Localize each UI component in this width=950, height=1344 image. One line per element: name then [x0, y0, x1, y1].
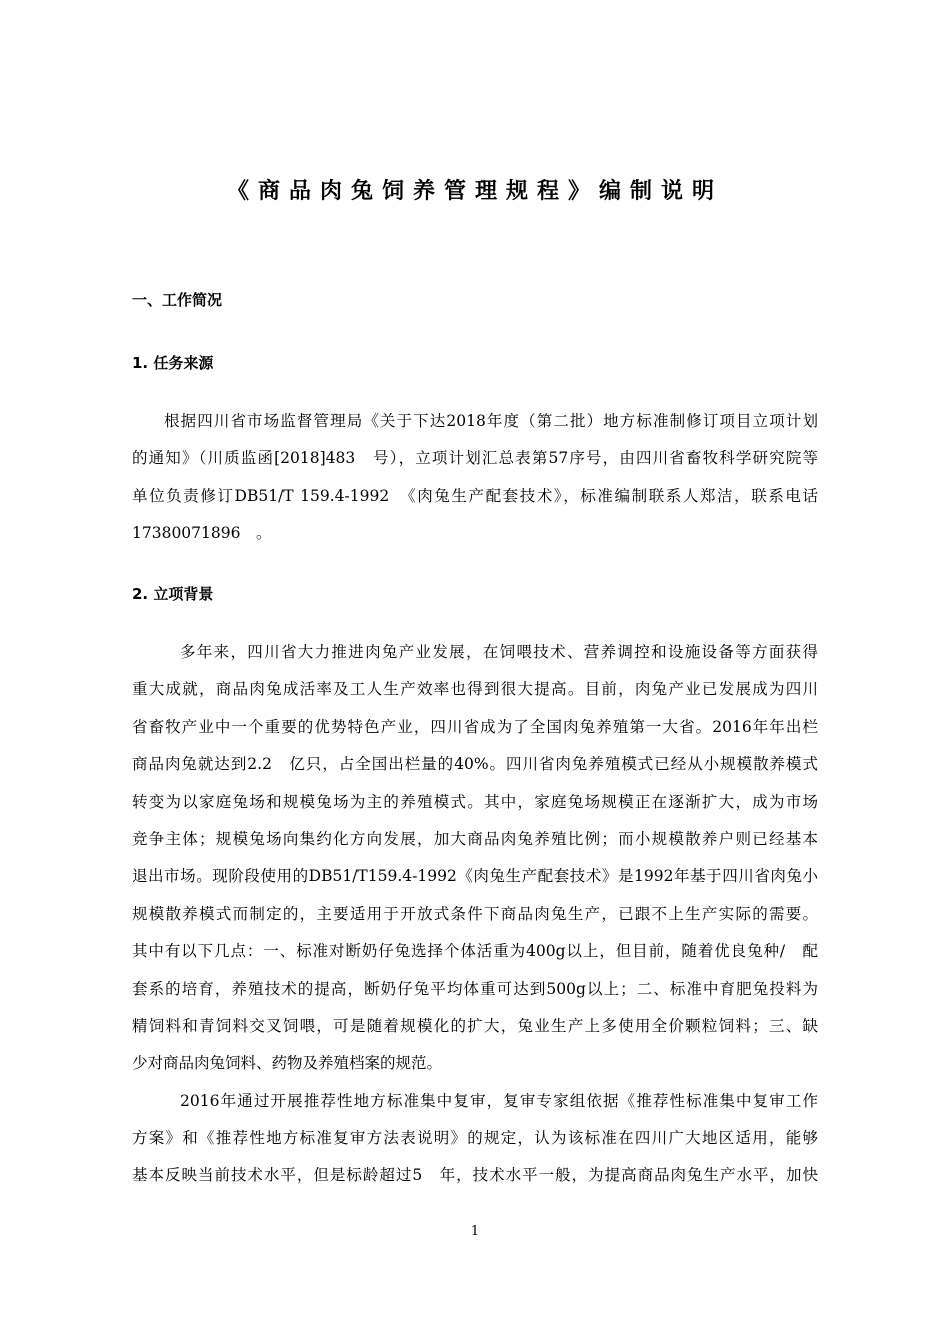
text-line: 省畜牧产业中一个重要的优势特色产业，四川省成为了全国肉兔养殖第一大省。2016年年出栏	[132, 717, 818, 736]
text-line: 多年来，四川省大力推进肉兔产业发展，在饲喂技术、营养调控和设施设备等方面获得	[180, 643, 818, 661]
text-line: 重大成就，商品肉兔成活率及工人生产效率也得到很大提高。目前，肉兔产业已发展成为四川	[132, 680, 818, 699]
text-line: 其中有以下几点：一、标准对断奶仔兔选择个体活重为400g以上，但目前，随着优良兔种/ 配	[132, 942, 818, 961]
paragraph-background-1	[132, 634, 818, 1195]
section-heading-overview: 一、工作简况	[132, 291, 223, 309]
text-line: 转变为以家庭兔场和规模兔场为主的养殖模式。其中，家庭兔场规模正在逐渐扩大，成为市场	[132, 792, 818, 811]
text-line: 根据四川省市场监督管理局《关于下达2018年度（第二批）地方标准制修订项目立项计划	[164, 412, 818, 430]
text-line: 方案》和《推荐性地方标准复审方法表说明》的规定，认为该标准在四川广大地区适用，能够	[132, 1129, 818, 1148]
subsection-heading-background: 2. 立项背景	[132, 585, 214, 603]
text-line: 套系的培育，养殖技术的提高，断奶仔兔平均体重可达到500g以上；二、标准中育肥兔投料为	[132, 979, 818, 998]
text-line: 退出市场。现阶段使用的DB51/T159.4-1992《肉兔生产配套技术》是1992年基于四川省肉兔小	[132, 867, 818, 886]
text-line: 单位负责修订DB51/T 159.4-1992 《肉兔生产配套技术》，标准编制联系人郑洁，联系电话	[132, 486, 818, 505]
document-title: 《商品肉兔饲养管理规程》编制说明	[226, 179, 723, 204]
text-line: 规模散养模式而制定的，主要适用于开放式条件下商品肉兔生产，已跟不上生产实际的需要。	[132, 904, 818, 923]
text-line: 基本反映当前技术水平，但是标龄超过5 年，技术水平一般，为提高商品肉兔生产水平，加快	[132, 1166, 818, 1185]
page-number: 1	[470, 1224, 480, 1239]
text-line: 精饲料和青饲料交叉饲喂，可是随着规模化的扩大，兔业生产上多使用全价颗粒饲料；三、缺	[132, 1016, 818, 1035]
text-line: 2016年通过开展推荐性地方标准集中复审，复审专家组依据《推荐性标准集中复审工作	[180, 1091, 818, 1110]
subsection-heading-task-source: 1. 任务来源	[132, 354, 214, 372]
text-line: 商品肉兔就达到2.2 亿只，占全国出栏量的40%。四川省肉兔养殖模式已经从小规模散养模式	[132, 755, 818, 774]
text-line: 竞争主体；规模兔场向集约化方向发展，加大商品肉兔养殖比例；而小规模散养户则已经基本	[132, 829, 818, 848]
text-line: 的通知》（川质监函[2018]483 号），立项计划汇总表第57序号，由四川省畜牧科学研究院等	[132, 449, 818, 468]
paragraph-task-source	[132, 403, 818, 553]
text-line: 17380071896 。	[132, 524, 272, 543]
text-line: 少对商品肉兔饲料、药物及养殖档案的规范。	[132, 1054, 443, 1073]
